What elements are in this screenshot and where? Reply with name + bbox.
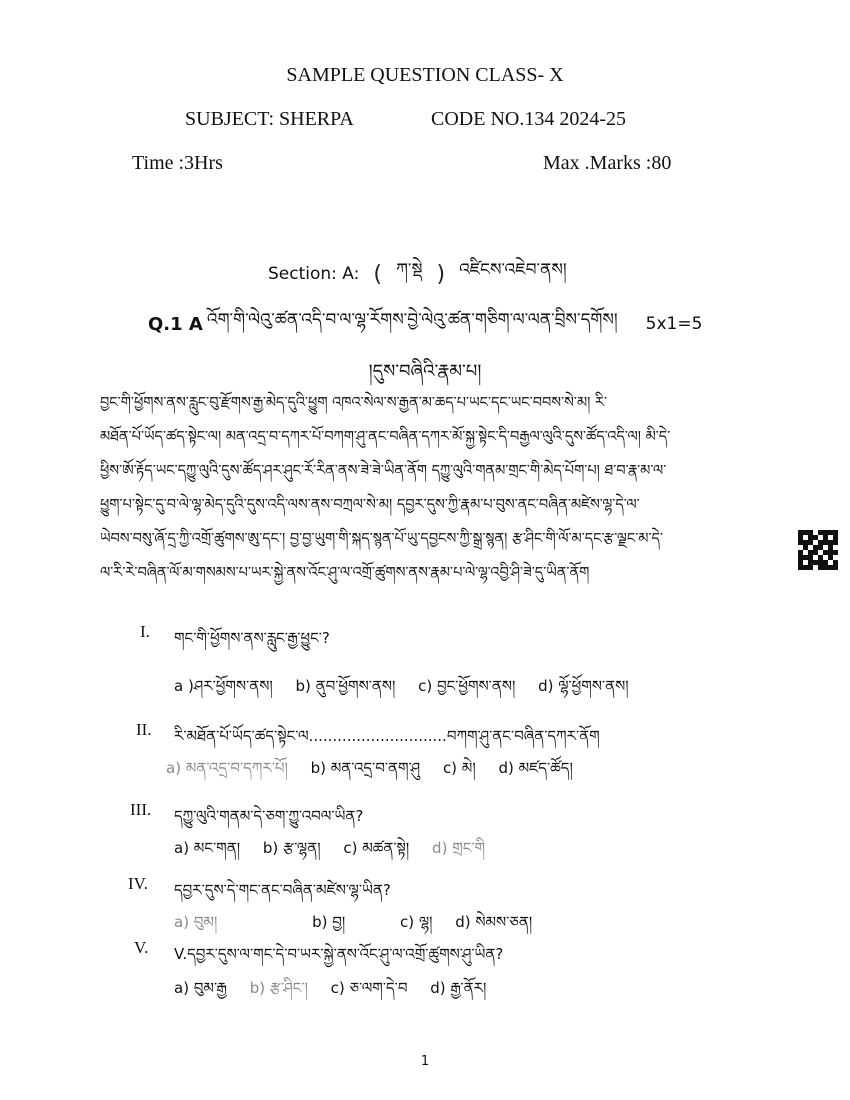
section-title: འཛིངས་འཇེབ་ནས། [459,260,567,280]
options-row [174,670,647,712]
option-d: d) མཛད་ཚོད། [498,759,573,777]
question-label: IV. [128,874,148,893]
close-bracket: ) [436,261,446,287]
question-text: V.དབྱར་དུས་ལ་གང་དེ་བ་ཡར་སྐྱེ་ནས་འོང་ཤུ་ལ་འགྲོ་ཚུགས་ཤུ་ཡིན? [174,945,504,963]
option-c: c) མཚན་སྟེ། [343,839,410,857]
poem-paragraph [100,386,790,590]
option-a: a) བུམ་རྒྱ [174,979,227,997]
poem-line: ཕྱིས་ཨོ་རྟོད་ཡང་དཀྱུ་ལུའི་དུས་ཚོད་ཤར་ཤུང་རོ་རིན་ནས་ཟེ་ཟེ་ཡིན་ནོག དཀྱུ་ལུའི་གནམ་གྲང་གི་མེད་པོག་པ། ཐ་བ་རྣ་མ་ལ་ [100,463,667,479]
poem-line: ཡེབས་བསུ་ཞོ་དྲ་ཀྱི་འགྲོ་ཚུགས་ཨུ་དང་། བྱ་བྱ་ཡུག་གི་སྐད་སྙན་པོ་ཡུ་དབྱངས་ཀྱི་སྒྲ་སྙན། རྩ་ཤིང་གི་ལོ་མ་དང་རྩ་ལྗང་མ་དེ་ [100,531,663,547]
option-d: d) རྒྱ་ནོར། [430,979,487,997]
option-b: b) བྱ། [312,913,346,931]
time-label: Time :3Hrs [132,152,223,174]
question-text: གང་གི་ཕྱོགས་ནས་རླུང་རྒྱ་ཕྱུང་? [174,629,330,647]
poem-line: མཐོན་པོ་ཡོད་ཚད་སྟེང་ལ། མན་འདྲ་བ་དཀར་པོ་བཀག་ཤུ་ནང་བཞིན་དཀར་མོ་སྐྱ་སྟེང་དི་བརྒྱལ་ལུའི་དུས་ཚོད་འདི་ལ། མི་དེ་ [100,429,671,445]
option-d: d) གྲང་གི [432,839,486,857]
poem-line: བྱང་གི་ཕྱོགས་ནས་རླུང་བུ་རྫོགས་རྒྱ་མེད་དུའི་ཕྱུག འཁའ་སེལ་ས་རྒྱན་མ་ཆད་པ་ཡང་དང་ཡང་བབས་སེ་མ། རི་ [100,395,608,411]
page-number: 1 [420,1054,430,1069]
open-bracket: ( [373,261,382,287]
option-d: d) སེམས་ཅན། [455,913,533,931]
option-c: c) ལྷ། [399,913,433,931]
subject-label: SUBJECT: SHERPA [185,108,354,130]
option-c: c) ཅ་ལག་དེ་བ [330,979,408,997]
question-text: དབྱར་དུས་དེ་གང་ནང་བཞིན་མཛེས་ལྷ་ཡིན? [174,881,391,899]
option-a: a )ཤར་ཕྱོགས་ནས། [174,677,273,695]
qr-code-icon [798,530,838,570]
section-ka-mark: ཀ་སྡེ [395,260,423,280]
option-a: a) མན་འདྲ་བ་དཀར་པོ། [166,759,288,777]
poem-line: ལ་རི་རེ་བཞིན་ལོ་མ་གསམས་པ་ཡར་སྐྱེ་ནས་འོང་ཤུ་ལ་འགྲོ་ཚུགས་ནས་རྣམ་པ་ལེ་ལྷ་འབྱི་ཤི་ཟེ་དུ་ཡིན་ནོག [100,565,590,581]
max-marks-label: Max .Marks :80 [543,152,672,174]
question-label: II. [136,720,152,739]
option-c: c) མེ། [442,759,476,777]
options-row [174,832,503,874]
question-instruction: འོག་གི་ལེའུ་ཚན་འདི་བ་ལ་ལྷ་རོགས་བྱེ་ལེའུ་ཚན་གཅིག་ལ་ལན་བྲིས་དགོས། [206,310,618,330]
question-label: V. [134,938,149,957]
question-1-header [148,300,702,348]
poem-title: །དུས་བཞིའི་རྣམ་པ། [368,361,482,382]
option-c: c) བྱང་ཕྱོགས་ནས། [418,677,516,695]
code-label: CODE NO.134 2024-25 [431,108,626,130]
page-title: SAMPLE QUESTION CLASS- X [286,64,564,86]
option-b: b) རྩ་ལྷན། [262,839,321,857]
option-b: b) མན་འདྲ་བ་ནག་ཤུ [310,759,421,777]
options-row [166,752,591,794]
question-label: III. [130,800,152,819]
option-a: a) བུམ། [174,913,218,931]
question-text: རི་མཐོན་པོ་ཡོད་ཚད་སྟེང་ལ.............................བཀག་ཤུ་ནང་བཞིན་དཀར་ནོག [174,727,600,745]
section-label: Section: A: [268,264,360,284]
option-d: d) ལྷོ་ཕྱོགས་ནས། [538,677,629,695]
section-heading [268,250,567,298]
question-marks: 5x1=5 [645,314,703,334]
question-text: དཀྱུ་ལུའི་གནམ་དེ་ཅག་ཀྱུ་འབལ་ཡིན? [174,807,364,825]
question-number: Q.1 A [148,313,203,335]
options-row [174,972,504,1014]
option-a: a) མང་གན། [174,839,241,857]
option-b: b) ནུབ་ཕྱོགས་ནས། [295,677,396,695]
question-label: I. [140,622,150,641]
poem-line: ཕྱུག་པ་སྟེང་དུ་བ་ལེ་ལྷ་མེད་དུའི་དུས་འདི་ལས་ནས་བཀྲལ་སེ་མ། དབྱར་དུས་ཀྱི་རྣམ་པ་བུས་ནང་བཞིན་མཛེས་ལྷ་དེ་ལ་ [100,497,640,513]
option-b: b) རྩ་ཤིང་། [249,979,308,997]
